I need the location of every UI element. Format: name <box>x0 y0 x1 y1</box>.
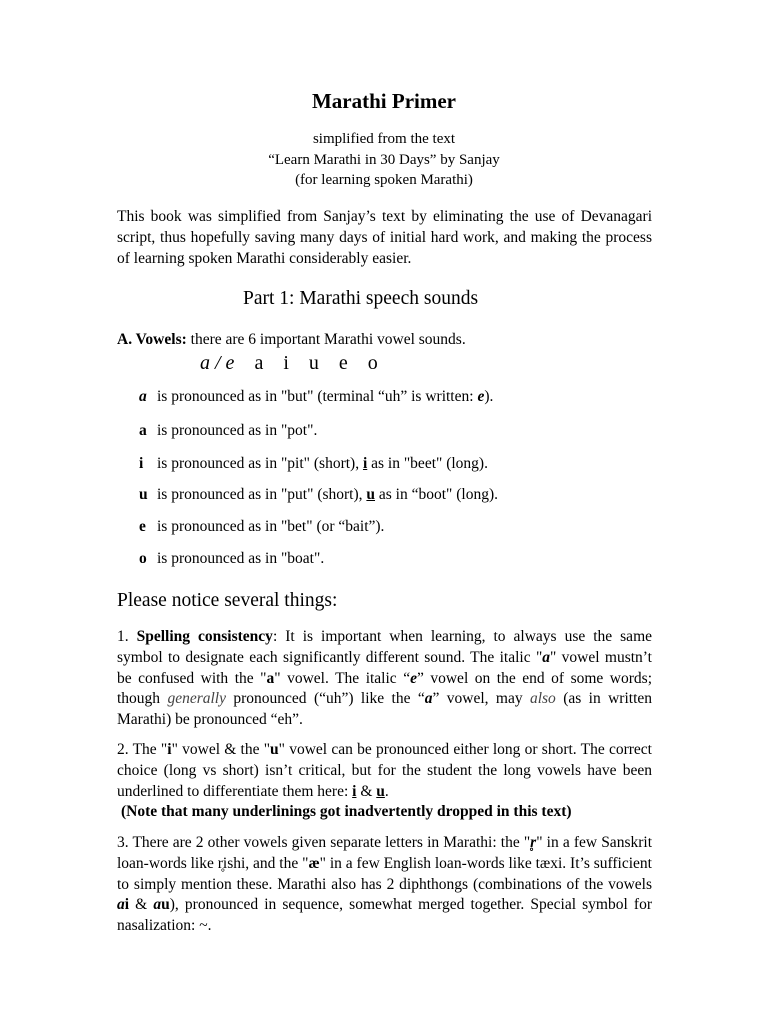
vowel-item <box>139 550 324 568</box>
page-title: Marathi Primer <box>311 89 457 113</box>
vowel-item-text: is pronounced as in "pit" (short), <box>157 455 363 472</box>
vowel-symbol: a <box>254 352 264 374</box>
vowel-item-text: is pronounced as in "put" (short), <box>157 486 367 503</box>
vowel-item-symbol: i <box>139 455 144 472</box>
vowel-item <box>139 388 493 406</box>
vowel-item-symbol: a <box>139 388 147 405</box>
vowel-item <box>139 518 384 536</box>
vowel-symbol-row <box>200 352 398 375</box>
vowels-text: there are 6 important Marathi vowel sounds. <box>186 331 466 348</box>
vowel-item-text: as in “boot" (long). <box>375 486 499 503</box>
paragraph-spelling-consistency: 1. Spelling consistency: It is important when learning, to always use the same symbol to designate each significantly different sound. The italic "a" vowel mustn’t be confused with the "a" vowel. The italic “e” vowel on the end of some words; though generally pronounced (“uh”) like the “a” vowel, may also (as in written Marathi) be pronounced “eh”. <box>117 628 653 729</box>
subtitle-line-3: (for learning spoken Marathi) <box>295 172 473 188</box>
vowel-symbol: o <box>367 352 378 374</box>
vowel-item-text: is pronounced as in "bet" (or “bait”). <box>157 518 385 535</box>
vowel-symbol: a / e <box>200 352 235 374</box>
intro-paragraph: This book was simplified from Sanjay’s text by eliminating the use of Devanagari script, thus hopefully saving many days of initial hard work, and making the process of learning spoken Marathi considerably easier. <box>117 208 652 267</box>
vowel-symbol: u <box>308 352 319 374</box>
vowel-item-emph: e <box>477 388 485 405</box>
vowel-symbol: e <box>338 352 348 374</box>
vowel-item-symbol: u <box>139 486 148 503</box>
notice-heading: Please notice several things: <box>117 590 338 611</box>
part1-heading: Part 1: Marathi speech sounds <box>243 288 479 309</box>
vowel-symbol: i <box>283 352 289 374</box>
vowel-item-symbol: a <box>139 422 147 439</box>
underline-note: (Note that many underlinings got inadvertently dropped in this text) <box>121 803 572 821</box>
vowels-intro <box>117 331 466 349</box>
vowel-item-text: is pronounced as in "boat". <box>157 550 325 567</box>
vowel-item-text: ). <box>484 388 494 405</box>
subtitle-line-2: “Learn Marathi in 30 Days” by Sanjay <box>268 152 500 168</box>
subtitle-line-1: simplified from the text <box>312 131 456 147</box>
vowel-item-text: is pronounced as in "but" (terminal “uh” is written: <box>157 388 478 405</box>
vowel-item-symbol: e <box>139 518 146 535</box>
vowel-item <box>139 455 488 473</box>
vowel-item-text: is pronounced as in "pot". <box>157 422 318 439</box>
paragraph-other-vowels: 3. There are 2 other vowels given separate letters in Marathi: the "r̥" in a few Sanskrit loan-words like r̥ishi, and the "æ" in a few English loan-words like tæxi. It’s sufficient to simply mention these. Marathi also has 2 diphthongs (combinations of the vowels ai & au), pronounced in sequence, somewhat merged together. Special symbol for nasalization: ~. <box>117 834 652 935</box>
vowel-item-symbol: o <box>139 550 147 567</box>
vowel-item-emph: i <box>362 455 368 472</box>
vowel-item-text: as in "beet" (long). <box>367 455 488 472</box>
vowel-item <box>139 486 498 504</box>
vowels-label: A. Vowels: <box>117 331 187 348</box>
vowel-item <box>139 422 317 440</box>
paragraph-long-short-vowels: 2. The "i" vowel & the "u" vowel can be pronounced either long or short. The correct choice (long vs short) isn’t critical, but for the student the long vowels have been underlined to differentiate them here: i & u. (Note that many underlinings got inadvertently dropped in this text) <box>117 741 652 821</box>
vowel-item-emph: u <box>366 486 376 503</box>
